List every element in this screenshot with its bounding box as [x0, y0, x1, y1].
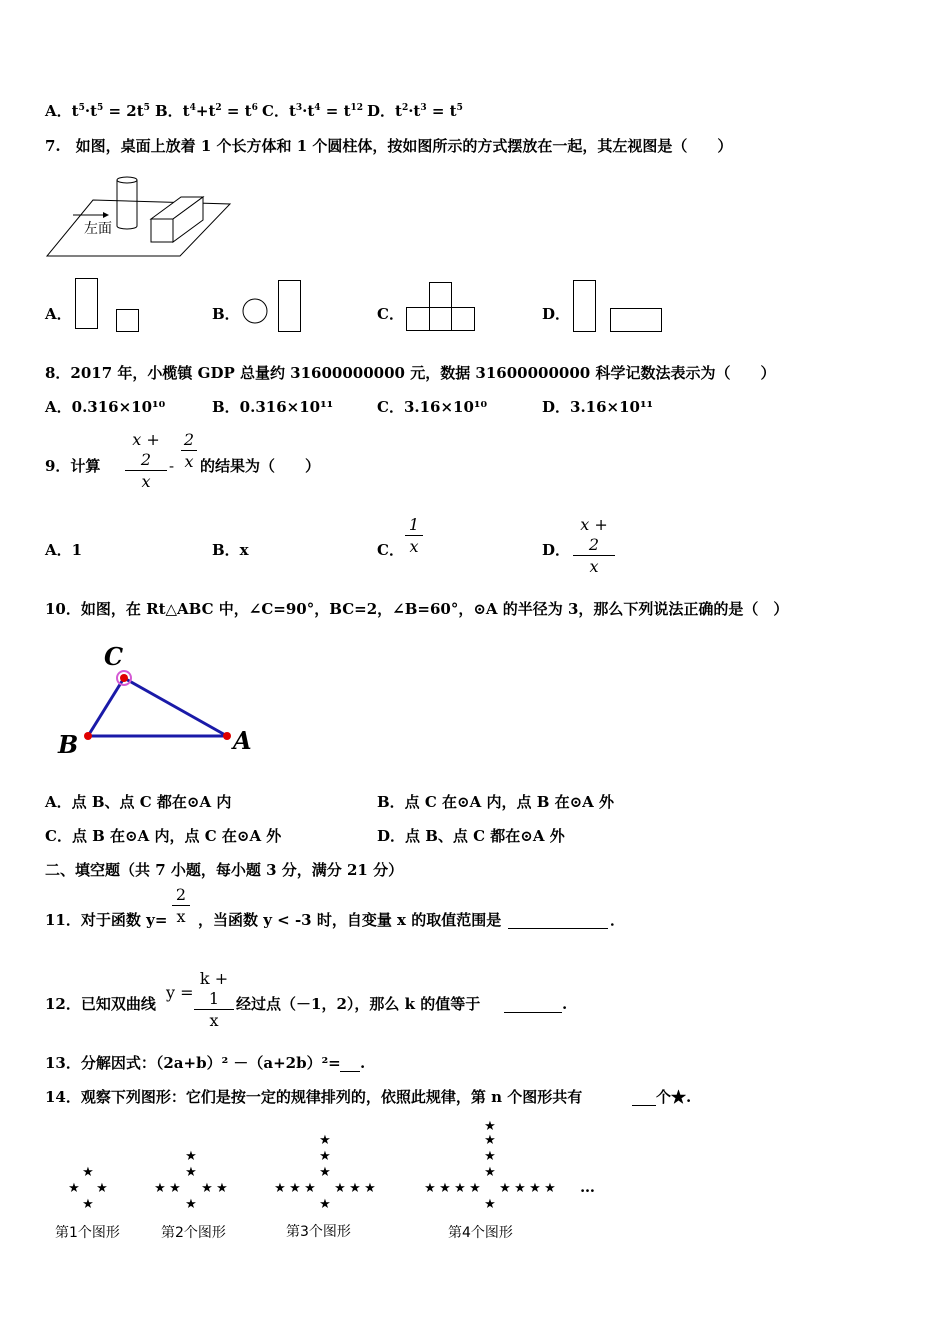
star-icon: ★ [82, 1165, 94, 1180]
q12-end: . [562, 995, 568, 1013]
q14-figure-2-label: 第2个图形 [161, 1225, 226, 1241]
star-icon: ★ [514, 1181, 526, 1196]
q9-option-c: C． [377, 541, 404, 559]
q12-fraction [194, 969, 234, 1032]
star-icon: ★ [96, 1181, 108, 1196]
star-icon: ★ [154, 1181, 166, 1196]
star-icon: ★ [319, 1165, 331, 1180]
q8-option-d: D．3.16×10¹¹ [542, 398, 654, 416]
q10-vertex-b-label: B [58, 730, 79, 759]
q9-minus: - [169, 457, 175, 475]
q14-ellipsis: … [580, 1178, 595, 1196]
star-icon: ★ [349, 1181, 361, 1196]
q12-denominator: x [209, 1011, 219, 1030]
q12-answer-blank[interactable] [504, 996, 562, 1013]
q11-suffix: ，当函数 y < -3 时，自变量 x 的取值范围是 [198, 911, 502, 929]
q11-denominator: x [176, 907, 186, 926]
q9-option-b: B．x [212, 541, 249, 559]
star-icon: ★ [319, 1133, 331, 1148]
q9-fraction-1-denominator: x [141, 472, 151, 491]
q9-option-d-denominator: x [589, 557, 599, 576]
star-icon: ★ [469, 1181, 481, 1196]
q9-option-c-denominator: x [409, 537, 419, 556]
q7-left-side-label: 左面 [84, 221, 112, 237]
q11-prefix: 11．对于函数 y= [45, 911, 168, 929]
q12-prefix: 12．已知双曲线 [45, 995, 156, 1013]
q13-answer-blank[interactable] [340, 1055, 360, 1072]
star-icon: ★ [334, 1181, 346, 1196]
q9-fraction-2-denominator: x [184, 452, 194, 471]
star-icon: ★ [304, 1181, 316, 1196]
q13-end: . [360, 1054, 366, 1072]
q7-option-d-figure [572, 280, 667, 334]
star-icon: ★ [424, 1181, 436, 1196]
star-icon: ★ [484, 1197, 496, 1212]
q8-option-c: C．3.16×10¹⁰ [377, 398, 488, 416]
q7-option-a: A． [45, 305, 72, 323]
q7-figure [45, 172, 235, 264]
star-icon: ★ [439, 1181, 451, 1196]
q12-numerator: k + 1 [194, 969, 234, 1010]
star-icon: ★ [68, 1181, 80, 1196]
star-icon: ★ [364, 1181, 376, 1196]
q11-end: ． [610, 911, 626, 929]
section-2-heading: 二、填空题（共 7 小题，每小题 3 分，满分 21 分） [45, 861, 404, 879]
q7-option-d: D． [542, 305, 571, 323]
star-icon: ★ [484, 1165, 496, 1180]
star-icon: ★ [544, 1181, 556, 1196]
q10-option-a: A．点 B、点 C 都在⊙A 内 [45, 793, 232, 811]
q14-figure-4-label: 第4个图形 [448, 1225, 513, 1241]
q14-question: 14．观察下列图形：它们是按一定的规律排列的，依照此规律，第 n 个图形共有 [45, 1088, 583, 1106]
star-icon: ★ [201, 1181, 213, 1196]
q9-fraction-2-numerator: 2 [181, 430, 197, 451]
q7-question: 7. 如图，桌面上放着 1 个长方体和 1 个圆柱体，按如图所示的方式摆放在一起，其左视图是（ ） [45, 137, 733, 155]
q14-end: 个★. [656, 1088, 692, 1106]
q7-option-c-figure [406, 282, 478, 334]
star-icon: ★ [529, 1181, 541, 1196]
q6-option-c: C．$t^3\cdot t^4 = t^{12}$ [262, 102, 364, 120]
q14-answer-blank[interactable] [632, 1089, 656, 1106]
q7-option-a-figure [75, 278, 145, 334]
q10-option-b: B．点 C 在⊙A 内，点 B 在⊙A 外 [377, 793, 615, 811]
q7-option-b-figure [240, 280, 306, 334]
q9-fraction-1 [125, 430, 167, 493]
star-icon: ★ [185, 1149, 197, 1164]
star-icon: ★ [484, 1119, 496, 1134]
q10-option-d: D．点 B、点 C 都在⊙A 外 [377, 827, 565, 845]
q11-fraction [172, 885, 190, 928]
q14-star-figures [50, 1118, 610, 1218]
star-icon: ★ [454, 1181, 466, 1196]
q9-option-a: A．1 [45, 541, 83, 559]
star-icon: ★ [499, 1181, 511, 1196]
q8-option-b: B．0.316×10¹¹ [212, 398, 334, 416]
q9-option-c-fraction [405, 515, 423, 558]
star-icon: ★ [484, 1149, 496, 1164]
q7-option-b: B． [212, 305, 240, 323]
q9-prefix: 9．计算 [45, 457, 101, 475]
q11-answer-blank[interactable] [508, 912, 608, 929]
q6-option-b: B．$t^4+t^2 = t^6$ [155, 102, 258, 120]
q8-option-a: A．0.316×10¹⁰ [45, 398, 166, 416]
q13-question: 13．分解因式：（2a+b）² －（a+2b）²= [45, 1054, 341, 1072]
star-icon: ★ [319, 1197, 331, 1212]
star-icon: ★ [216, 1181, 228, 1196]
q9-option-d-numerator: x + 2 [573, 515, 615, 556]
q6-option-a: A．$t^5\cdot t^5 = 2t^5$ [45, 102, 150, 120]
q8-question: 8．2017 年，小榄镇 GDP 总量约 31600000000 元，数据 31600000000 科学记数法表示为（ ） [45, 364, 776, 382]
star-icon: ★ [274, 1181, 286, 1196]
q10-vertex-c-label: C [104, 642, 124, 671]
star-icon: ★ [185, 1165, 197, 1180]
q9-fraction-1-numerator: x + 2 [125, 430, 167, 471]
q7-option-c: C． [377, 305, 404, 323]
q12-y-equals: y = [166, 983, 194, 1002]
q9-option-c-numerator: 1 [405, 515, 423, 536]
star-icon: ★ [185, 1197, 197, 1212]
star-icon: ★ [169, 1181, 181, 1196]
q10-option-c: C．点 B 在⊙A 内，点 C 在⊙A 外 [45, 827, 282, 845]
star-icon: ★ [82, 1197, 94, 1212]
q9-option-d: D． [542, 541, 571, 559]
q14-figure-1-label: 第1个图形 [55, 1225, 120, 1241]
q9-suffix: 的结果为（ ） [200, 457, 321, 475]
q9-fraction-2 [181, 430, 197, 473]
star-icon: ★ [289, 1181, 301, 1196]
q10-vertex-a-label: A [233, 726, 252, 755]
star-icon: ★ [484, 1133, 496, 1148]
q11-numerator: 2 [172, 885, 190, 906]
q6-option-d: D．$t^2\cdot t^3 = t^5$ [367, 102, 463, 120]
q14-figure-3-label: 第3个图形 [286, 1224, 351, 1240]
q12-suffix: 经过点（－1，2），那么 k 的值等于 [236, 995, 481, 1013]
star-icon: ★ [319, 1149, 331, 1164]
q10-question: 10．如图，在 Rt△ABC 中，∠C=90°，BC=2，∠B=60°，⊙A 的半径为 3，那么下列说法正确的是（ ） [45, 600, 789, 618]
q9-option-d-fraction [573, 515, 615, 578]
